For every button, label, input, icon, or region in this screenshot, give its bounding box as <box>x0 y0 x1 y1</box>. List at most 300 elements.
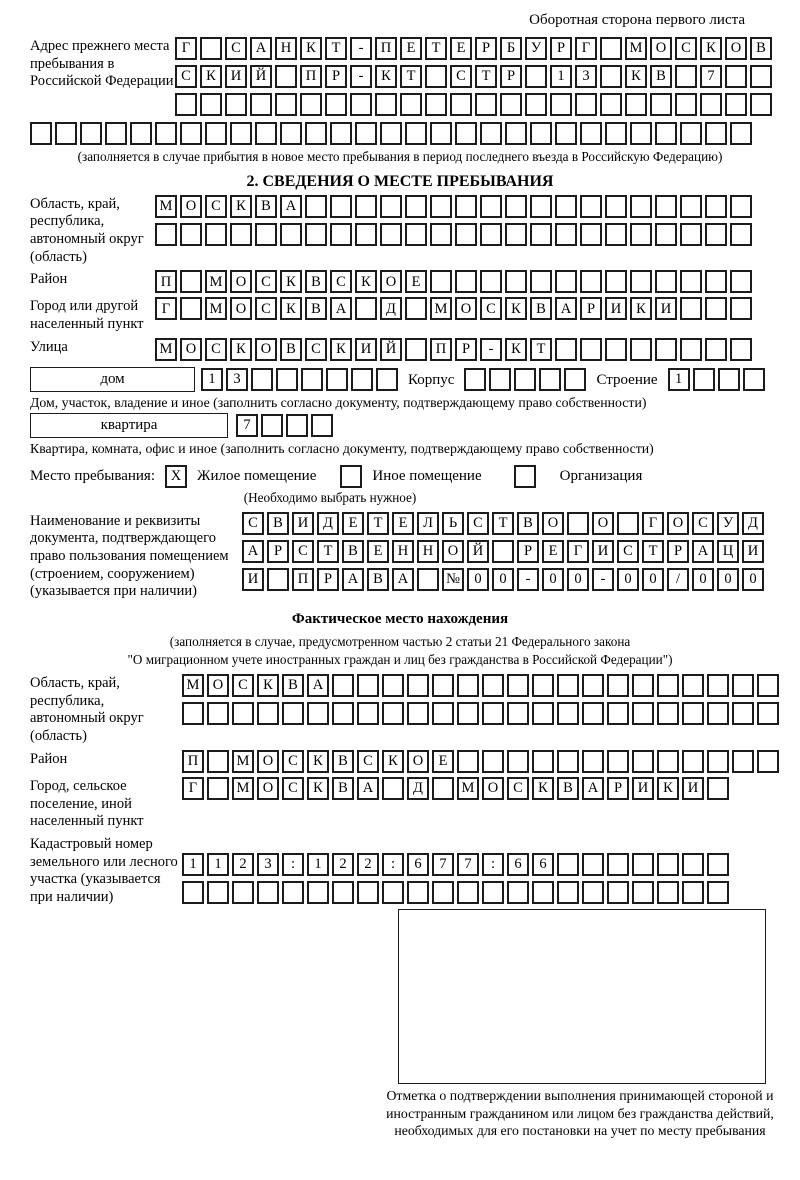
char-cell[interactable] <box>464 368 486 391</box>
char-cell[interactable]: Е <box>450 37 472 60</box>
char-cell[interactable] <box>375 93 397 116</box>
char-cell[interactable]: 0 <box>617 568 639 591</box>
char-cell[interactable]: : <box>282 853 304 876</box>
char-cell[interactable] <box>632 750 654 773</box>
char-cell[interactable] <box>282 881 304 904</box>
char-cell[interactable] <box>355 223 377 246</box>
char-cell[interactable] <box>301 368 323 391</box>
char-cell[interactable] <box>730 195 752 218</box>
char-cell[interactable] <box>532 750 554 773</box>
char-cell[interactable]: Н <box>275 37 297 60</box>
char-cell[interactable]: Т <box>317 540 339 563</box>
char-cell[interactable] <box>625 93 647 116</box>
char-cell[interactable] <box>500 93 522 116</box>
char-cell[interactable] <box>357 674 379 697</box>
char-cell[interactable]: А <box>330 297 352 320</box>
char-cell[interactable] <box>680 297 702 320</box>
char-cell[interactable]: О <box>380 270 402 293</box>
char-cell[interactable]: Р <box>550 37 572 60</box>
char-cell[interactable]: К <box>532 777 554 800</box>
house-type-box[interactable]: дом <box>30 367 195 392</box>
char-cell[interactable] <box>730 122 752 145</box>
char-cell[interactable] <box>175 93 197 116</box>
char-cell[interactable]: Е <box>400 37 422 60</box>
char-cell[interactable]: О <box>230 297 252 320</box>
char-cell[interactable] <box>405 338 427 361</box>
char-cell[interactable] <box>400 93 422 116</box>
char-cell[interactable]: А <box>392 568 414 591</box>
char-cell[interactable]: К <box>630 297 652 320</box>
char-cell[interactable] <box>355 122 377 145</box>
char-cell[interactable] <box>432 777 454 800</box>
char-cell[interactable] <box>482 750 504 773</box>
char-cell[interactable]: В <box>282 674 304 697</box>
char-cell[interactable]: И <box>225 65 247 88</box>
char-cell[interactable] <box>480 195 502 218</box>
char-cell[interactable]: К <box>300 37 322 60</box>
char-cell[interactable] <box>630 270 652 293</box>
char-cell[interactable]: О <box>725 37 747 60</box>
char-cell[interactable]: 7 <box>236 414 258 437</box>
char-cell[interactable] <box>675 93 697 116</box>
char-cell[interactable]: В <box>267 512 289 535</box>
char-cell[interactable]: К <box>625 65 647 88</box>
char-cell[interactable] <box>480 270 502 293</box>
char-cell[interactable]: В <box>332 777 354 800</box>
char-cell[interactable] <box>757 702 779 725</box>
char-cell[interactable]: С <box>255 270 277 293</box>
char-cell[interactable] <box>480 223 502 246</box>
char-cell[interactable] <box>232 702 254 725</box>
char-cell[interactable] <box>457 702 479 725</box>
char-cell[interactable]: - <box>350 65 372 88</box>
char-cell[interactable]: Т <box>367 512 389 535</box>
char-cell[interactable]: О <box>542 512 564 535</box>
char-cell[interactable]: Д <box>380 297 402 320</box>
char-cell[interactable] <box>480 122 502 145</box>
apartment-type-box[interactable]: квартира <box>30 413 228 438</box>
char-cell[interactable]: 7 <box>457 853 479 876</box>
char-cell[interactable] <box>567 512 589 535</box>
char-cell[interactable] <box>482 881 504 904</box>
char-cell[interactable]: С <box>242 512 264 535</box>
char-cell[interactable]: С <box>175 65 197 88</box>
char-cell[interactable]: № <box>442 568 464 591</box>
char-cell[interactable] <box>230 223 252 246</box>
char-cell[interactable] <box>205 122 227 145</box>
char-cell[interactable] <box>332 881 354 904</box>
char-cell[interactable]: Р <box>607 777 629 800</box>
char-cell[interactable]: П <box>430 338 452 361</box>
char-cell[interactable]: К <box>230 195 252 218</box>
char-cell[interactable]: И <box>292 512 314 535</box>
char-cell[interactable] <box>326 368 348 391</box>
char-cell[interactable]: В <box>750 37 772 60</box>
char-cell[interactable] <box>580 195 602 218</box>
char-cell[interactable]: О <box>230 270 252 293</box>
char-cell[interactable]: Т <box>400 65 422 88</box>
char-cell[interactable]: - <box>592 568 614 591</box>
char-cell[interactable]: Д <box>407 777 429 800</box>
char-cell[interactable] <box>332 674 354 697</box>
char-cell[interactable]: 3 <box>575 65 597 88</box>
char-cell[interactable] <box>407 881 429 904</box>
char-cell[interactable] <box>605 338 627 361</box>
char-cell[interactable] <box>280 122 302 145</box>
char-cell[interactable] <box>555 223 577 246</box>
char-cell[interactable]: Е <box>432 750 454 773</box>
char-cell[interactable] <box>682 702 704 725</box>
char-cell[interactable] <box>580 122 602 145</box>
char-cell[interactable] <box>405 195 427 218</box>
char-cell[interactable] <box>680 223 702 246</box>
char-cell[interactable]: С <box>292 540 314 563</box>
char-cell[interactable] <box>505 195 527 218</box>
char-cell[interactable]: Р <box>267 540 289 563</box>
char-cell[interactable]: Р <box>667 540 689 563</box>
char-cell[interactable] <box>607 853 629 876</box>
char-cell[interactable]: С <box>282 750 304 773</box>
char-cell[interactable]: Г <box>182 777 204 800</box>
char-cell[interactable]: В <box>517 512 539 535</box>
char-cell[interactable] <box>505 223 527 246</box>
char-cell[interactable]: О <box>180 338 202 361</box>
char-cell[interactable] <box>225 93 247 116</box>
char-cell[interactable]: А <box>582 777 604 800</box>
char-cell[interactable] <box>705 223 727 246</box>
char-cell[interactable] <box>182 881 204 904</box>
char-cell[interactable] <box>632 702 654 725</box>
char-cell[interactable] <box>305 195 327 218</box>
char-cell[interactable] <box>607 702 629 725</box>
char-cell[interactable] <box>405 223 427 246</box>
char-cell[interactable] <box>505 270 527 293</box>
char-cell[interactable] <box>580 223 602 246</box>
char-cell[interactable] <box>357 702 379 725</box>
char-cell[interactable]: У <box>525 37 547 60</box>
char-cell[interactable] <box>657 853 679 876</box>
char-cell[interactable] <box>430 122 452 145</box>
char-cell[interactable]: 2 <box>332 853 354 876</box>
char-cell[interactable] <box>532 702 554 725</box>
char-cell[interactable] <box>357 881 379 904</box>
char-cell[interactable] <box>617 512 639 535</box>
char-cell[interactable] <box>557 702 579 725</box>
char-cell[interactable] <box>155 122 177 145</box>
char-cell[interactable] <box>550 93 572 116</box>
char-cell[interactable] <box>507 750 529 773</box>
char-cell[interactable]: С <box>480 297 502 320</box>
char-cell[interactable]: К <box>505 338 527 361</box>
char-cell[interactable] <box>417 568 439 591</box>
char-cell[interactable]: Й <box>467 540 489 563</box>
char-cell[interactable] <box>655 270 677 293</box>
char-cell[interactable] <box>207 881 229 904</box>
char-cell[interactable] <box>705 195 727 218</box>
char-cell[interactable]: К <box>657 777 679 800</box>
char-cell[interactable] <box>351 368 373 391</box>
char-cell[interactable]: 0 <box>467 568 489 591</box>
stay-option-organization-checkbox[interactable] <box>514 465 536 488</box>
char-cell[interactable] <box>514 465 536 488</box>
char-cell[interactable]: С <box>225 37 247 60</box>
char-cell[interactable]: В <box>255 195 277 218</box>
char-cell[interactable]: Й <box>380 338 402 361</box>
char-cell[interactable]: С <box>282 777 304 800</box>
char-cell[interactable] <box>705 338 727 361</box>
char-cell[interactable] <box>267 568 289 591</box>
char-cell[interactable]: С <box>205 338 227 361</box>
char-cell[interactable] <box>725 93 747 116</box>
char-cell[interactable] <box>432 674 454 697</box>
char-cell[interactable] <box>300 93 322 116</box>
char-cell[interactable] <box>557 853 579 876</box>
char-cell[interactable]: В <box>280 338 302 361</box>
char-cell[interactable]: 1 <box>307 853 329 876</box>
char-cell[interactable]: М <box>430 297 452 320</box>
char-cell[interactable]: Г <box>155 297 177 320</box>
char-cell[interactable]: А <box>307 674 329 697</box>
char-cell[interactable]: Т <box>642 540 664 563</box>
char-cell[interactable]: Р <box>580 297 602 320</box>
char-cell[interactable] <box>355 195 377 218</box>
char-cell[interactable] <box>675 65 697 88</box>
char-cell[interactable] <box>200 37 222 60</box>
char-cell[interactable]: Е <box>542 540 564 563</box>
char-cell[interactable]: В <box>305 297 327 320</box>
char-cell[interactable] <box>530 223 552 246</box>
char-cell[interactable] <box>505 122 527 145</box>
char-cell[interactable] <box>582 702 604 725</box>
char-cell[interactable]: 2 <box>232 853 254 876</box>
char-cell[interactable] <box>707 702 729 725</box>
char-cell[interactable]: О <box>407 750 429 773</box>
char-cell[interactable] <box>155 223 177 246</box>
char-cell[interactable] <box>530 195 552 218</box>
char-cell[interactable]: О <box>650 37 672 60</box>
char-cell[interactable] <box>275 65 297 88</box>
char-cell[interactable] <box>130 122 152 145</box>
char-cell[interactable] <box>275 93 297 116</box>
char-cell[interactable] <box>255 122 277 145</box>
char-cell[interactable] <box>507 674 529 697</box>
char-cell[interactable]: М <box>205 297 227 320</box>
char-cell[interactable] <box>600 93 622 116</box>
char-cell[interactable] <box>307 702 329 725</box>
char-cell[interactable] <box>232 881 254 904</box>
char-cell[interactable] <box>682 853 704 876</box>
char-cell[interactable] <box>382 702 404 725</box>
char-cell[interactable] <box>30 122 52 145</box>
char-cell[interactable]: Г <box>575 37 597 60</box>
char-cell[interactable] <box>355 297 377 320</box>
char-cell[interactable] <box>507 702 529 725</box>
char-cell[interactable] <box>555 338 577 361</box>
char-cell[interactable]: Т <box>325 37 347 60</box>
char-cell[interactable]: О <box>482 777 504 800</box>
char-cell[interactable] <box>630 338 652 361</box>
char-cell[interactable] <box>475 93 497 116</box>
char-cell[interactable] <box>555 122 577 145</box>
char-cell[interactable] <box>305 223 327 246</box>
char-cell[interactable] <box>705 270 727 293</box>
char-cell[interactable]: И <box>355 338 377 361</box>
char-cell[interactable]: 0 <box>542 568 564 591</box>
char-cell[interactable]: В <box>342 540 364 563</box>
char-cell[interactable]: С <box>255 297 277 320</box>
char-cell[interactable]: К <box>330 338 352 361</box>
char-cell[interactable]: 6 <box>507 853 529 876</box>
char-cell[interactable] <box>607 674 629 697</box>
char-cell[interactable] <box>657 881 679 904</box>
char-cell[interactable] <box>555 195 577 218</box>
char-cell[interactable] <box>750 93 772 116</box>
char-cell[interactable] <box>582 750 604 773</box>
char-cell[interactable]: Б <box>500 37 522 60</box>
char-cell[interactable]: Р <box>455 338 477 361</box>
char-cell[interactable]: 0 <box>567 568 589 591</box>
char-cell[interactable] <box>257 881 279 904</box>
char-cell[interactable] <box>630 122 652 145</box>
char-cell[interactable] <box>605 223 627 246</box>
char-cell[interactable] <box>582 881 604 904</box>
char-cell[interactable] <box>657 702 679 725</box>
char-cell[interactable] <box>539 368 561 391</box>
char-cell[interactable]: О <box>442 540 464 563</box>
char-cell[interactable] <box>682 674 704 697</box>
char-cell[interactable]: - <box>517 568 539 591</box>
char-cell[interactable]: 6 <box>407 853 429 876</box>
char-cell[interactable]: А <box>342 568 364 591</box>
char-cell[interactable] <box>718 368 740 391</box>
char-cell[interactable]: X <box>165 465 187 488</box>
char-cell[interactable] <box>732 750 754 773</box>
char-cell[interactable] <box>514 368 536 391</box>
char-cell[interactable]: 1 <box>201 368 223 391</box>
char-cell[interactable]: - <box>350 37 372 60</box>
char-cell[interactable]: К <box>382 750 404 773</box>
char-cell[interactable] <box>650 93 672 116</box>
char-cell[interactable] <box>457 750 479 773</box>
char-cell[interactable] <box>705 297 727 320</box>
char-cell[interactable] <box>455 195 477 218</box>
char-cell[interactable] <box>311 414 333 437</box>
char-cell[interactable] <box>530 270 552 293</box>
char-cell[interactable] <box>600 65 622 88</box>
char-cell[interactable]: О <box>455 297 477 320</box>
char-cell[interactable] <box>530 122 552 145</box>
char-cell[interactable] <box>255 223 277 246</box>
char-cell[interactable] <box>725 65 747 88</box>
char-cell[interactable]: Т <box>530 338 552 361</box>
char-cell[interactable]: О <box>257 777 279 800</box>
char-cell[interactable] <box>207 702 229 725</box>
char-cell[interactable]: К <box>307 777 329 800</box>
char-cell[interactable]: В <box>530 297 552 320</box>
char-cell[interactable] <box>507 881 529 904</box>
char-cell[interactable] <box>330 122 352 145</box>
char-cell[interactable] <box>200 93 222 116</box>
char-cell[interactable] <box>557 674 579 697</box>
char-cell[interactable] <box>525 93 547 116</box>
char-cell[interactable]: Т <box>492 512 514 535</box>
char-cell[interactable]: С <box>305 338 327 361</box>
char-cell[interactable] <box>407 702 429 725</box>
char-cell[interactable] <box>680 195 702 218</box>
char-cell[interactable] <box>680 122 702 145</box>
char-cell[interactable]: Н <box>392 540 414 563</box>
char-cell[interactable]: С <box>617 540 639 563</box>
char-cell[interactable] <box>325 93 347 116</box>
char-cell[interactable] <box>380 195 402 218</box>
char-cell[interactable]: И <box>592 540 614 563</box>
char-cell[interactable] <box>330 223 352 246</box>
char-cell[interactable] <box>630 195 652 218</box>
char-cell[interactable] <box>450 93 472 116</box>
char-cell[interactable] <box>555 270 577 293</box>
char-cell[interactable]: А <box>555 297 577 320</box>
char-cell[interactable] <box>382 881 404 904</box>
char-cell[interactable] <box>730 223 752 246</box>
char-cell[interactable]: Е <box>392 512 414 535</box>
char-cell[interactable]: А <box>280 195 302 218</box>
char-cell[interactable]: Р <box>500 65 522 88</box>
char-cell[interactable]: А <box>692 540 714 563</box>
char-cell[interactable] <box>693 368 715 391</box>
char-cell[interactable] <box>280 223 302 246</box>
char-cell[interactable] <box>582 853 604 876</box>
char-cell[interactable]: 0 <box>717 568 739 591</box>
char-cell[interactable]: О <box>255 338 277 361</box>
char-cell[interactable]: М <box>457 777 479 800</box>
char-cell[interactable] <box>80 122 102 145</box>
char-cell[interactable]: К <box>355 270 377 293</box>
char-cell[interactable] <box>430 270 452 293</box>
char-cell[interactable]: 1 <box>668 368 690 391</box>
char-cell[interactable] <box>430 223 452 246</box>
char-cell[interactable]: Г <box>567 540 589 563</box>
char-cell[interactable] <box>207 777 229 800</box>
char-cell[interactable]: О <box>257 750 279 773</box>
char-cell[interactable]: К <box>700 37 722 60</box>
char-cell[interactable] <box>600 37 622 60</box>
char-cell[interactable]: Р <box>325 65 347 88</box>
char-cell[interactable]: И <box>242 568 264 591</box>
char-cell[interactable] <box>432 702 454 725</box>
char-cell[interactable] <box>532 881 554 904</box>
char-cell[interactable]: О <box>592 512 614 535</box>
char-cell[interactable] <box>205 223 227 246</box>
char-cell[interactable] <box>525 65 547 88</box>
char-cell[interactable]: П <box>155 270 177 293</box>
char-cell[interactable] <box>657 674 679 697</box>
char-cell[interactable] <box>707 674 729 697</box>
char-cell[interactable] <box>605 270 627 293</box>
char-cell[interactable] <box>492 540 514 563</box>
char-cell[interactable]: 1 <box>550 65 572 88</box>
char-cell[interactable]: В <box>305 270 327 293</box>
char-cell[interactable]: Н <box>417 540 439 563</box>
char-cell[interactable] <box>430 195 452 218</box>
char-cell[interactable]: С <box>450 65 472 88</box>
char-cell[interactable] <box>707 750 729 773</box>
char-cell[interactable]: В <box>332 750 354 773</box>
char-cell[interactable]: С <box>675 37 697 60</box>
char-cell[interactable] <box>180 223 202 246</box>
char-cell[interactable]: В <box>650 65 672 88</box>
char-cell[interactable]: 0 <box>492 568 514 591</box>
char-cell[interactable] <box>632 853 654 876</box>
